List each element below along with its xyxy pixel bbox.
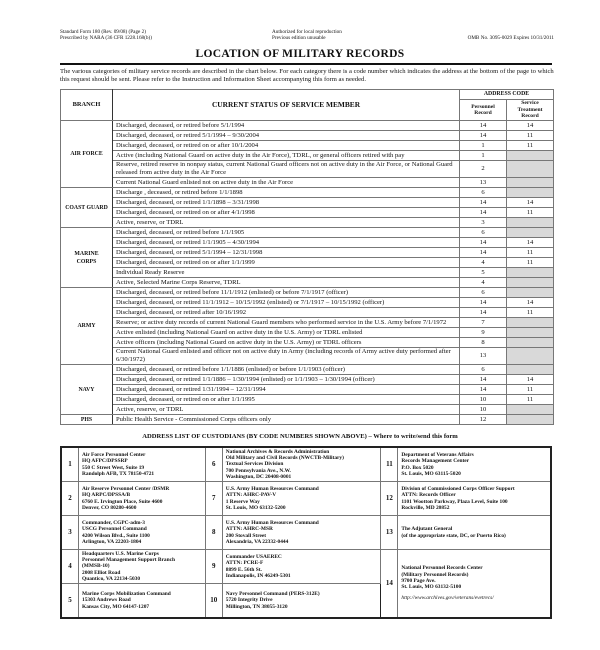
table-row (61, 121, 554, 131)
address-line: Department of Veterans Affairs (401, 451, 474, 458)
table-row (61, 278, 554, 288)
status-cell: Public Health Service - Commissioned Corps officers only (113, 415, 460, 425)
address-line: 15303 Andrews Road (82, 597, 131, 604)
custodian-address (79, 447, 206, 482)
address-line: St. Louis, MO 63115-5020 (401, 470, 461, 477)
address-row (61, 482, 551, 516)
address-line: 1 Reserve Way (225, 498, 260, 505)
table-row (61, 141, 554, 151)
personnel-code: 1 (460, 141, 507, 151)
custodian-address (222, 516, 381, 550)
table-row (61, 188, 554, 198)
treatment-code: 11 (507, 258, 554, 268)
empty-treatment-cell (507, 318, 554, 328)
treatment-record-header: Service Treatment Record (507, 100, 554, 121)
status-header: CURRENT STATUS OF SERVICE MEMBER (113, 90, 460, 121)
address-row (61, 447, 551, 482)
address-line: 5720 Integrity Drive (225, 597, 273, 604)
custodian-address (398, 447, 551, 482)
form-prescribed: Prescribed by NARA (36 CFR 1228.168(b)) (60, 35, 152, 41)
address-line: Air Reserve Personnel Center /DSMR (82, 485, 170, 492)
treatment-code: 14 (507, 198, 554, 208)
address-line: 2008 Elliot Road (82, 569, 121, 576)
address-line: U.S. Army Human Resources Command (225, 519, 319, 526)
personnel-code: 14 (460, 208, 507, 218)
address-line: Washington, DC 20408-0001 (225, 473, 292, 480)
address-line: HQ AFPC/DPSSRP (82, 458, 128, 465)
address-code-header: ADDRESS CODE (460, 90, 554, 100)
status-cell: Individual Ready Reserve (113, 268, 460, 278)
address-code: 1 (61, 447, 79, 482)
address-line: 1101 Wootton Parkway, Plaza Level, Suite 100 (401, 498, 508, 505)
address-line: ATTN: AHRC-MSR (225, 526, 273, 533)
table-row (61, 395, 554, 405)
custodian-address (79, 516, 206, 550)
table-row (61, 405, 554, 415)
address-line: Division of Commissioned Corps Officer Support (401, 485, 515, 492)
treatment-code: 11 (507, 248, 554, 258)
address-line: Kansas City, MO 64147-1207 (82, 603, 150, 610)
address-line: National Personnel Records Center (401, 565, 483, 572)
personnel-code: 14 (460, 375, 507, 385)
address-code: 9 (205, 550, 222, 584)
treatment-code: 11 (507, 131, 554, 141)
personnel-code: 14 (460, 385, 507, 395)
table-row (61, 385, 554, 395)
branch-header: BRANCH (61, 90, 113, 121)
custodian-address (222, 447, 381, 482)
status-cell: Reserve, retired reserve in nonpay status, current National Guard officers not on active duty in the Air Force, or National Guard released from active duty in the Air Force (113, 161, 460, 178)
table-row (61, 415, 554, 425)
personnel-code: 14 (460, 121, 507, 131)
address-line: 200 Stovall Street (225, 532, 267, 539)
address-code: 12 (381, 482, 398, 516)
address-line: Air Force Personnel Center (82, 451, 146, 458)
treatment-code: 14 (507, 375, 554, 385)
table-row (61, 258, 554, 268)
edition-text: Previous edition unusable (272, 35, 326, 41)
personnel-code: 13 (460, 348, 507, 365)
address-line: Personnel Management Support Branch (82, 557, 175, 564)
personnel-code: 2 (460, 161, 507, 178)
address-line: 4200 Wilson Blvd., Suite 1100 (82, 532, 150, 539)
personnel-code: 14 (460, 198, 507, 208)
personnel-code: 7 (460, 318, 507, 328)
status-cell: Discharged, deceased, or retired 5/1/1994 – 12/31/1998 (113, 248, 460, 258)
authorization-text: Authorized for local reproduction (272, 29, 342, 35)
address-code: 3 (61, 516, 79, 550)
address-line: (Military Personnel Records) (401, 571, 469, 578)
address-line: St. Louis, MO 63132-5100 (401, 584, 462, 591)
address-code: 13 (381, 516, 398, 550)
personnel-code: 10 (460, 395, 507, 405)
address-code: 2 (61, 482, 79, 516)
table-row (61, 338, 554, 348)
table-row (61, 318, 554, 328)
title-divider (60, 63, 552, 65)
address-line: 8899 E. 56th St. (225, 566, 262, 573)
empty-treatment-cell (507, 228, 554, 238)
treatment-code: 11 (507, 385, 554, 395)
status-cell: Discharged, deceased, or retired 11/1/1912 – 10/15/1992 (enlisted) or 7/1/1917 – 10/15/1992 (officer) (113, 298, 460, 308)
address-line: ATTN: PCRE-F (225, 560, 264, 567)
status-cell: Discharged, deceased, or retired on or after 10/1/2004 (113, 141, 460, 151)
address-line: USCG Personnel Command (82, 526, 147, 533)
address-code: 11 (381, 447, 398, 482)
empty-treatment-cell (507, 268, 554, 278)
personnel-code: 14 (460, 298, 507, 308)
address-line: Rockville, MD 20852 (401, 504, 450, 511)
empty-treatment-cell (507, 365, 554, 375)
address-line: Old Military and Civil Records (NWCTB-Military) (225, 455, 344, 462)
status-cell: Discharged, deceased, or retired 1/1/1886 – 1/30/1994 (enlisted) or 1/1/1903 – 1/30/1994 (officer) (113, 375, 460, 385)
table-row (61, 131, 554, 141)
empty-treatment-cell (507, 278, 554, 288)
personnel-code: 1 (460, 151, 507, 161)
personnel-record-header: Personnel Record (460, 100, 507, 121)
table-row (61, 288, 554, 298)
custodian-address (398, 516, 551, 550)
records-location-table (60, 89, 554, 425)
address-code: 8 (205, 516, 222, 550)
custodian-address (398, 482, 551, 516)
empty-treatment-cell (507, 338, 554, 348)
address-list-heading: ADDRESS LIST OF CUSTODIANS (BY CODE NUMBERS SHOWN ABOVE) – Where to write/send this form (142, 433, 458, 440)
custodian-address (222, 482, 381, 516)
address-line: Textual Services Division (225, 461, 284, 468)
address-line: Records Management Center (401, 458, 470, 465)
address-line: Millington, TN 38055-3120 (225, 603, 288, 610)
personnel-code: 9 (460, 328, 507, 338)
empty-treatment-cell (507, 288, 554, 298)
table-row (61, 308, 554, 318)
personnel-code: 4 (460, 278, 507, 288)
custodian-address-table (60, 446, 552, 619)
status-cell: Discharge , deceased, or retired before 1/1/1898 (113, 188, 460, 198)
personnel-code: 14 (460, 308, 507, 318)
table-row (61, 161, 554, 178)
status-cell: Discharged, deceased, or retired after 10/16/1992 (113, 308, 460, 318)
status-cell: Current National Guard enlisted not on active duty in the Air Force (113, 178, 460, 188)
reproduction-note (272, 29, 342, 41)
personnel-code: 6 (460, 228, 507, 238)
status-cell: Discharged, deceased, or retired before 1/1/1886 (enlisted) or before 1/1/1903 (officer) (113, 365, 460, 375)
status-cell: Discharged, deceased, or retired 1/31/1994 – 12/31/1994 (113, 385, 460, 395)
address-line: St. Louis, MO 63132-5200 (225, 504, 286, 511)
table-row (61, 178, 554, 188)
form-number: Standard Form 180 (Rev. 09/08) (Page 2) (60, 29, 146, 35)
empty-treatment-cell (507, 178, 554, 188)
empty-treatment-cell (507, 328, 554, 338)
branch-name: AIR FORCE (61, 121, 113, 188)
status-cell: Discharged, deceased, or retired before 11/1/1912 (enlisted) or before 7/1/1917 (officer) (113, 288, 460, 298)
address-code: 14 (381, 550, 398, 619)
treatment-code: 11 (507, 395, 554, 405)
address-line: Alexandria, VA 22332-0444 (225, 538, 289, 545)
personnel-code: 4 (460, 258, 507, 268)
empty-treatment-cell (507, 405, 554, 415)
address-line: The Adjutant General (401, 526, 453, 533)
table-row (61, 208, 554, 218)
status-cell: Active, reserve, or TDRL (113, 405, 460, 415)
status-cell: Active, Selected Marine Corps Reserve, TDRL (113, 278, 460, 288)
table-row (61, 375, 554, 385)
address-line: Arlington, VA 22203-1804 (82, 538, 142, 545)
empty-treatment-cell (507, 151, 554, 161)
treatment-code: 14 (507, 121, 554, 131)
personnel-code: 14 (460, 248, 507, 258)
custodian-address (222, 550, 381, 584)
custodian-address (79, 550, 206, 584)
empty-treatment-cell (507, 161, 554, 178)
table-row (61, 228, 554, 238)
branch-name: COAST GUARD (61, 188, 113, 228)
status-cell: Active enlisted (including National Guard on active duty in the U.S. Army) or TDRL enlisted (113, 328, 460, 338)
personnel-code: 14 (460, 131, 507, 141)
address-line: Marine Corps Mobilization Command (82, 591, 171, 598)
address-line: Commander, CGPC-adm-3 (82, 519, 145, 526)
table-row (61, 365, 554, 375)
treatment-code: 14 (507, 298, 554, 308)
address-line: P.O. Box 5020 (401, 464, 434, 471)
empty-treatment-cell (507, 218, 554, 228)
address-row (61, 550, 551, 584)
table-row (61, 198, 554, 208)
personnel-code: 3 (460, 218, 507, 228)
empty-treatment-cell (507, 188, 554, 198)
address-line: (of the appropriate state, DC, or Puerto Rico) (401, 532, 506, 539)
address-code: 4 (61, 550, 79, 584)
address-line: Quantico, VA 22134-5030 (82, 575, 141, 582)
branch-name: ARMY (61, 288, 113, 365)
intro-text: The various categories of military service records are described in the chart below. For each category there is a code number which indicates the address at the bottom of the page to which this request should be sent. Please refer to the Instruction and Information Sheet accompanying this form as needed. (60, 68, 554, 83)
personnel-code: 10 (460, 405, 507, 415)
address-line: National Archives & Records Administration (225, 448, 330, 455)
address-line: 550 C Street West, Suite 19 (82, 464, 145, 471)
status-cell: Discharged, deceased, or retired on or after 1/1/1999 (113, 258, 460, 268)
treatment-code: 11 (507, 141, 554, 151)
table-row (61, 268, 554, 278)
address-line: HQ ARPC/DPSSA/B (82, 492, 131, 499)
address-line: 9700 Page Ave. (401, 577, 436, 584)
empty-treatment-cell (507, 348, 554, 365)
table-row (61, 151, 554, 161)
status-cell: Discharged, deceased, or retired on or after 1/1/1995 (113, 395, 460, 405)
address-line: ATTN: AHRC-PAV-V (225, 492, 277, 499)
personnel-code: 14 (460, 238, 507, 248)
status-cell: Discharged, deceased, or retired 1/1/1905 – 4/30/1994 (113, 238, 460, 248)
address-line: Indianapolis, IN 46249-5301 (225, 572, 291, 579)
personnel-code: 12 (460, 415, 507, 425)
address-code: 6 (205, 447, 222, 482)
status-cell: Discharged, deceased, or retired 5/1/1994 – 9/30/2004 (113, 131, 460, 141)
table-row (61, 248, 554, 258)
personnel-code: 6 (460, 288, 507, 298)
status-cell: Discharged, deceased, or retired 1/1/1898 – 3/31/1998 (113, 198, 460, 208)
treatment-code: 11 (507, 308, 554, 318)
address-line: ATTN: Records Officer (401, 492, 456, 499)
table-row (61, 238, 554, 248)
status-cell: Active (including National Guard on active duty in the Air Force), TDRL, or general officers retired with pay (113, 151, 460, 161)
custodian-address (222, 584, 381, 619)
table-row (61, 328, 554, 338)
empty-treatment-cell (507, 415, 554, 425)
address-line: Navy Personnel Command (PERS-312E) (225, 591, 320, 598)
address-line: Randolph AFB, TX 78150-4721 (82, 470, 155, 477)
treatment-code: 11 (507, 208, 554, 218)
address-line: 6760 E. Irvington Place, Suite 4600 (82, 498, 163, 505)
records-website-link[interactable]: http://www.archives.gov/veterans/evetrecs/ (401, 595, 494, 602)
status-cell: Active, reserve, or TDRL (113, 218, 460, 228)
page-title: LOCATION OF MILITARY RECORDS (195, 48, 405, 60)
address-line: U.S. Army Human Resources Command (225, 485, 319, 492)
status-cell: Active officers (including National Guard on active duty in the U.S. Army) or TDRL officers (113, 338, 460, 348)
omb-number: OMB No. 3095-0029 Expires 10/31/2011 (467, 35, 554, 41)
status-cell: Reserve; or active duty records of current National Guard members who performed service in the U.S. Army before 7/1/1972 (113, 318, 460, 328)
personnel-code: 6 (460, 188, 507, 198)
address-line: 700 Pennsylvania Ave., N.W. (225, 467, 291, 474)
status-cell: Discharged, deceased, or retired on or after 4/1/1998 (113, 208, 460, 218)
personnel-code: 6 (460, 365, 507, 375)
status-cell: Discharged, deceased, or retired before 5/1/1994 (113, 121, 460, 131)
branch-name: MARINE CORPS (61, 228, 113, 288)
table-row (61, 298, 554, 308)
address-code: 10 (205, 584, 222, 619)
address-line: Headquarters U.S. Marine Corps (82, 550, 159, 557)
address-line: Commander USAEREC (225, 553, 282, 560)
custodian-address (398, 550, 551, 619)
treatment-code: 14 (507, 238, 554, 248)
custodian-address (79, 482, 206, 516)
custodian-address (79, 584, 206, 619)
address-row (61, 516, 551, 550)
personnel-code: 8 (460, 338, 507, 348)
personnel-code: 5 (460, 268, 507, 278)
address-code: 7 (205, 482, 222, 516)
table-row (61, 348, 554, 365)
address-line: (MMSB-10) (82, 563, 110, 570)
form-identifier (60, 29, 152, 41)
table-row (61, 218, 554, 228)
status-cell: Discharged, deceased, or retired before 1/1/1905 (113, 228, 460, 238)
address-code: 5 (61, 584, 79, 619)
branch-name: PHS (61, 415, 113, 425)
address-line: Denver, CO 80280-4600 (82, 504, 137, 511)
status-cell: Current National Guard enlisted and officer not on active duty in Army (including records of Army active duty performed after 6/30/1972) (113, 348, 460, 365)
personnel-code: 13 (460, 178, 507, 188)
branch-name: NAVY (61, 365, 113, 415)
